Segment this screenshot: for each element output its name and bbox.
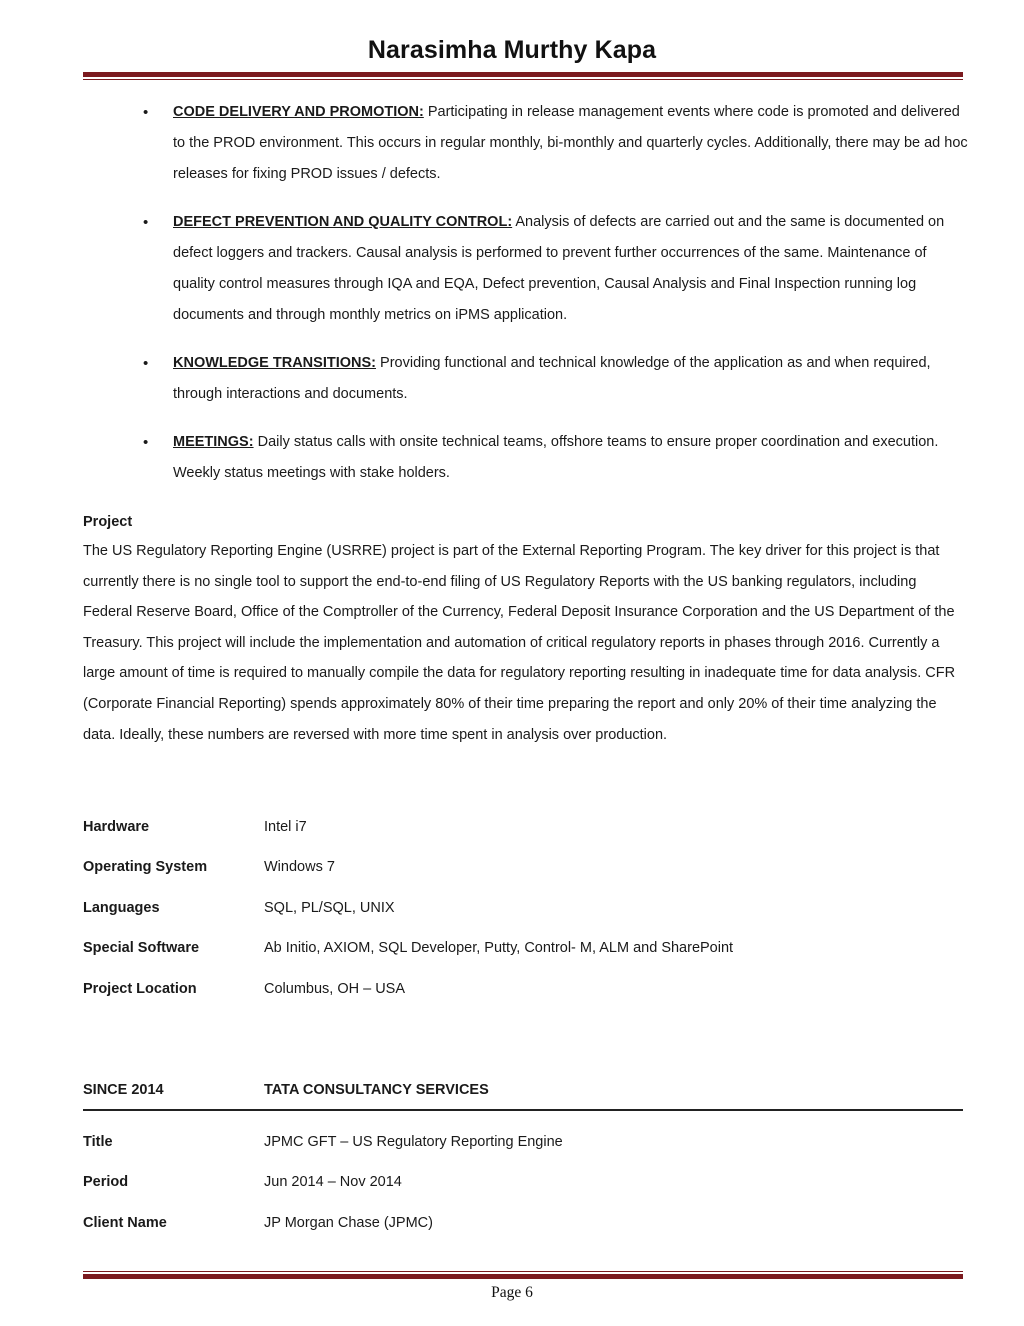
detail-label: Project Location (83, 981, 197, 997)
engagement-value: JPMC GFT – US Regulatory Reporting Engine (264, 1134, 563, 1150)
bullet-body: Participating in release management events where code is promoted and delivered to the PROD environment. This occurs in regular monthly, bi-monthly and quarterly cycles. Additionally, there may be ad hoc releases for fixing PROD issues / defects. (173, 104, 968, 182)
engagement-value: JP Morgan Chase (JPMC) (264, 1215, 433, 1231)
bullet-text (173, 207, 968, 331)
bullet-body: Analysis of defects are carried out and the same is documented on defect loggers and trackers. Causal analysis is performed to prevent further occurrences of the same. Maintenance of quality control measures through IQA and EQA, Defect prevention, Causal Analysis and Final Inspection running log documents and through monthly metrics on iPMS application. (173, 214, 945, 323)
bullet-body: Providing functional and technical knowledge of the application as and when required, through interactions and documents. (173, 355, 931, 402)
bullet-heading: KNOWLEDGE TRANSITIONS: (173, 355, 376, 371)
engagement-value: Jun 2014 – Nov 2014 (264, 1174, 402, 1190)
bullet-heading: DEFECT PREVENTION AND QUALITY CONTROL: (173, 214, 513, 230)
employment-since: SINCE 2014 (83, 1082, 164, 1098)
page-number: Page 6 (491, 1284, 533, 1301)
detail-label: Operating System (83, 859, 208, 875)
bullet-icon: • (143, 104, 149, 121)
detail-value: Columbus, OH – USA (264, 981, 406, 997)
employment-company: TATA CONSULTANCY SERVICES (264, 1082, 489, 1098)
detail-value: Windows 7 (264, 859, 335, 875)
engagement-label: Period (83, 1174, 129, 1190)
engagement-label: Title (83, 1134, 113, 1150)
header-rule-thick (83, 72, 963, 77)
bullet-heading: MEETINGS: (173, 434, 254, 450)
detail-value: Intel i7 (264, 819, 307, 835)
bullet-text (173, 348, 968, 410)
project-description: The US Regulatory Reporting Engine (USRRE) project is part of the External Reporting Program. The key driver for this project is that currently there is no single tool to support the end-to-end filing of US Regulatory Reports with the US banking regulators, including Federal Reserve Board, Office of the Comptroller of the Currency, Federal Deposit Insurance Corporation and the US Department of the Treasury. This project will include the implementation and automation of critical regulatory reports in phases through 2016. Currently a large amount of time is required to manually compile the data for regulatory reporting resulting in inadequate time for data analysis. CFR (Corporate Financial Reporting) spends approximately 80% of their time preparing the report and only 20% of their time analyzing the data. Ideally, these numbers are reversed with more time spent in analysis over production. (83, 543, 956, 743)
project-heading: Project (83, 514, 133, 530)
bullet-icon: • (143, 434, 149, 451)
bullet-icon: • (143, 214, 149, 231)
bullet-heading: CODE DELIVERY AND PROMOTION: (173, 104, 424, 120)
bullet-body: Daily status calls with onsite technical teams, offshore teams to ensure proper coordination and execution. Weekly status meetings with stake holders. (173, 434, 939, 481)
header-rule-thin (83, 79, 963, 80)
employment-divider (83, 1109, 963, 1111)
detail-value: SQL, PL/SQL, UNIX (264, 900, 395, 916)
detail-label: Hardware (83, 819, 150, 835)
footer-rule-thin (83, 1271, 963, 1272)
bullet-text (173, 427, 968, 489)
engagement-label: Client Name (83, 1215, 167, 1231)
detail-label: Special Software (83, 940, 200, 956)
header-name: Narasimha Murthy Kapa (367, 36, 657, 64)
detail-label: Languages (83, 900, 160, 916)
bullet-icon: • (143, 355, 149, 372)
footer-rule-thick (83, 1274, 963, 1279)
bullet-text (173, 97, 968, 190)
detail-value: Ab Initio, AXIOM, SQL Developer, Putty, Control- M, ALM and SharePoint (264, 940, 734, 956)
